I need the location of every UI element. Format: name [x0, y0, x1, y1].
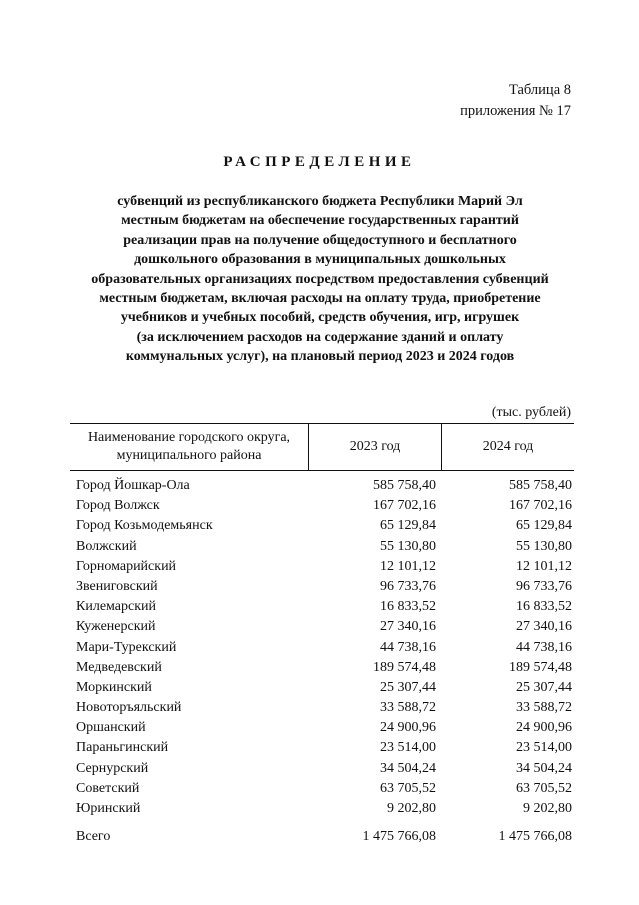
value-2023: 44 738,16 — [380, 639, 436, 655]
table-row — [76, 518, 572, 538]
table-row — [76, 660, 572, 680]
value-2024: 189 574,48 — [509, 659, 572, 675]
value-2023: 33 588,72 — [380, 700, 436, 716]
subtitle-line: реализации прав на получение общедоступного и бесплатного — [123, 232, 517, 248]
value-2023: 25 307,44 — [380, 679, 436, 695]
subtitle-line: местным бюджетам, включая расходы на оплату труда, приобретение — [99, 291, 541, 307]
header-2024-column: 2024 год — [482, 439, 534, 454]
value-2023: 27 340,16 — [380, 619, 436, 635]
municipality-name: Звениговский — [76, 578, 158, 594]
appendix-number: приложения № 17 — [460, 103, 571, 119]
value-2024: 44 738,16 — [516, 639, 572, 655]
table-row — [76, 720, 572, 740]
table-row — [76, 680, 572, 700]
municipality-name: Моркинский — [76, 679, 152, 695]
value-2024: 25 307,44 — [516, 679, 572, 695]
value-2023: 55 130,80 — [380, 538, 436, 554]
value-2024: 16 833,52 — [516, 599, 572, 615]
subtitle-line: учебников и учебных пособий, средств обучения, игр, игрушек — [120, 310, 520, 326]
table-row — [76, 478, 572, 498]
document-subtitle — [60, 192, 580, 367]
total-row — [76, 829, 572, 851]
municipality-name: Город Козьмодемьянск — [76, 518, 213, 534]
value-2024: 23 514,00 — [516, 740, 572, 756]
subtitle-line: субвенций из республиканского бюджета Республики Марий Эл — [117, 194, 523, 209]
value-2024: 27 340,16 — [516, 619, 572, 635]
municipality-name: Горномарийский — [76, 558, 177, 574]
header-name-line: муниципального района — [116, 448, 262, 463]
value-2023: 16 833,52 — [380, 599, 436, 615]
value-2023: 65 129,84 — [380, 518, 436, 534]
municipality-name: Советский — [76, 780, 140, 796]
table-reference — [460, 80, 571, 122]
subtitle-line: образовательных организациях посредством предоставления субвенций — [91, 271, 549, 287]
table-row — [76, 559, 572, 579]
table-header — [70, 423, 574, 471]
header-2023-column: 2023 год — [309, 424, 442, 470]
table-number: Таблица 8 — [508, 82, 571, 98]
value-2023: 189 574,48 — [373, 659, 436, 675]
table-row — [76, 619, 572, 639]
header-name-column — [70, 424, 309, 470]
value-2024: 34 504,24 — [516, 760, 572, 776]
table-row — [76, 579, 572, 599]
value-2023: 167 702,16 — [373, 498, 436, 514]
municipality-name: Город Волжск — [76, 498, 160, 514]
value-2024: 585 758,40 — [509, 478, 572, 493]
subtitle-line: местным бюджетам на обеспечение государственных гарантий — [121, 213, 519, 229]
subtitle-line: коммунальных услуг), на плановый период 2023 и 2024 годов — [125, 349, 515, 365]
value-2024: 33 588,72 — [516, 700, 572, 716]
table-row — [76, 801, 572, 821]
value-2023: 24 900,96 — [380, 720, 436, 736]
table-row — [76, 700, 572, 720]
municipality-name: Сернурский — [76, 760, 149, 776]
municipality-name: Медведевский — [76, 659, 162, 675]
table-row — [76, 539, 572, 559]
value-2024: 63 705,52 — [516, 780, 572, 796]
municipality-name: Куженерский — [76, 619, 156, 635]
table-row — [76, 599, 572, 619]
total-label: Всего — [76, 829, 111, 844]
total-2023: 1 475 766,08 — [362, 829, 436, 844]
value-2023: 96 733,76 — [380, 578, 436, 594]
municipality-name: Килемарский — [76, 599, 157, 615]
municipality-name: Оршанский — [76, 720, 146, 736]
header-name-line: Наименование городского округа, — [87, 430, 291, 445]
municipality-name: Юринский — [76, 801, 141, 816]
total-2024: 1 475 766,08 — [498, 829, 572, 844]
table-body — [76, 478, 572, 821]
table-row — [76, 640, 572, 660]
table-row — [76, 498, 572, 518]
value-2024: 9 202,80 — [523, 801, 572, 816]
value-2023: 23 514,00 — [380, 740, 436, 756]
municipality-name: Город Йошкар-Ола — [76, 478, 190, 493]
municipality-name: Новоторъяльский — [76, 700, 182, 716]
value-2023: 9 202,80 — [387, 801, 436, 816]
document-title: РАСПРЕДЕЛЕНИЕ — [223, 154, 416, 170]
value-2024: 12 101,12 — [516, 558, 572, 574]
value-2024: 96 733,76 — [516, 578, 572, 594]
value-2023: 34 504,24 — [380, 760, 436, 776]
municipality-name: Мари-Турекский — [76, 639, 177, 655]
table-row — [76, 761, 572, 781]
table-row — [76, 740, 572, 760]
value-2023: 585 758,40 — [373, 478, 436, 493]
value-2024: 167 702,16 — [509, 498, 572, 514]
value-2024: 24 900,96 — [516, 720, 572, 736]
subtitle-line: (за исключением расходов на содержание зданий и оплату — [136, 329, 504, 345]
municipality-name: Волжский — [76, 538, 137, 554]
subtitle-line: дошкольного образования в муниципальных дошкольных — [134, 252, 506, 268]
value-2023: 12 101,12 — [380, 558, 436, 574]
value-2024: 65 129,84 — [516, 518, 572, 534]
municipality-name: Параньгинский — [76, 740, 169, 756]
value-2023: 63 705,52 — [380, 780, 436, 796]
table-row — [76, 781, 572, 801]
value-2024: 55 130,80 — [516, 538, 572, 554]
units-label: (тыс. рублей) — [491, 405, 571, 420]
